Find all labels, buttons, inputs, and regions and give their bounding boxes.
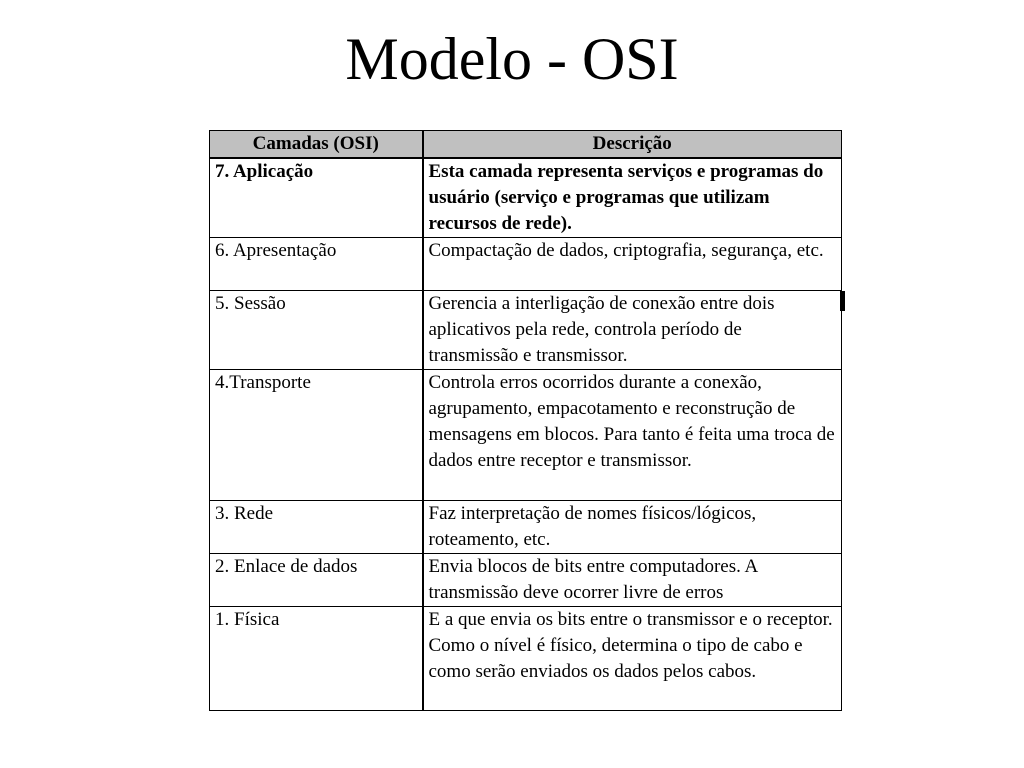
table-row [210, 501, 842, 554]
row-marker-bar [840, 291, 845, 311]
column-header-layers: Camadas (OSI) [210, 131, 423, 159]
layer-description-cell: Envia blocos de bits entre computadores. A transmissão deve ocorrer livre de erros [423, 554, 842, 607]
table-row [210, 370, 842, 501]
layer-description-cell: E a que envia os bits entre o transmissor e o receptor. Como o nível é físico, determina o tipo de cabo e como serão enviados os dados pelos cabos. [423, 607, 842, 711]
layer-name-cell: 1. Física [210, 607, 423, 711]
layer-name-cell: 4.Transporte [210, 370, 423, 501]
slide-title: Modelo - OSI [345, 26, 679, 92]
layer-name-cell: 5. Sessão [210, 291, 423, 370]
column-header-description: Descrição [423, 131, 842, 159]
table-row [210, 554, 842, 607]
layer-name-cell: 7. Aplicação [210, 158, 423, 238]
layer-description-cell: Compactação de dados, criptografia, segurança, etc. [423, 238, 842, 291]
table-row [210, 158, 842, 238]
layer-name-cell: 6. Apresentação [210, 238, 423, 291]
table-row [210, 238, 842, 291]
layer-name-cell: 3. Rede [210, 501, 423, 554]
layer-description-cell: Controla erros ocorridos durante a conexão, agrupamento, empacotamento e reconstrução de mensagens em blocos. Para tanto é feita uma troca de dados entre receptor e transmissor. [423, 370, 842, 501]
layer-description-cell: Faz interpretação de nomes físicos/lógicos, roteamento, etc. [423, 501, 842, 554]
osi-layers-table [209, 130, 842, 711]
table-row [210, 607, 842, 711]
table-row [210, 291, 842, 370]
layer-description-cell: Gerencia a interligação de conexão entre dois aplicativos pela rede, controla período de transmissão e transmissor. [423, 291, 842, 370]
layer-description-cell: Esta camada representa serviços e programas do usuário (serviço e programas que utilizam recursos de rede). [423, 158, 842, 238]
table-header-row [210, 131, 842, 159]
layer-name-cell: 2. Enlace de dados [210, 554, 423, 607]
